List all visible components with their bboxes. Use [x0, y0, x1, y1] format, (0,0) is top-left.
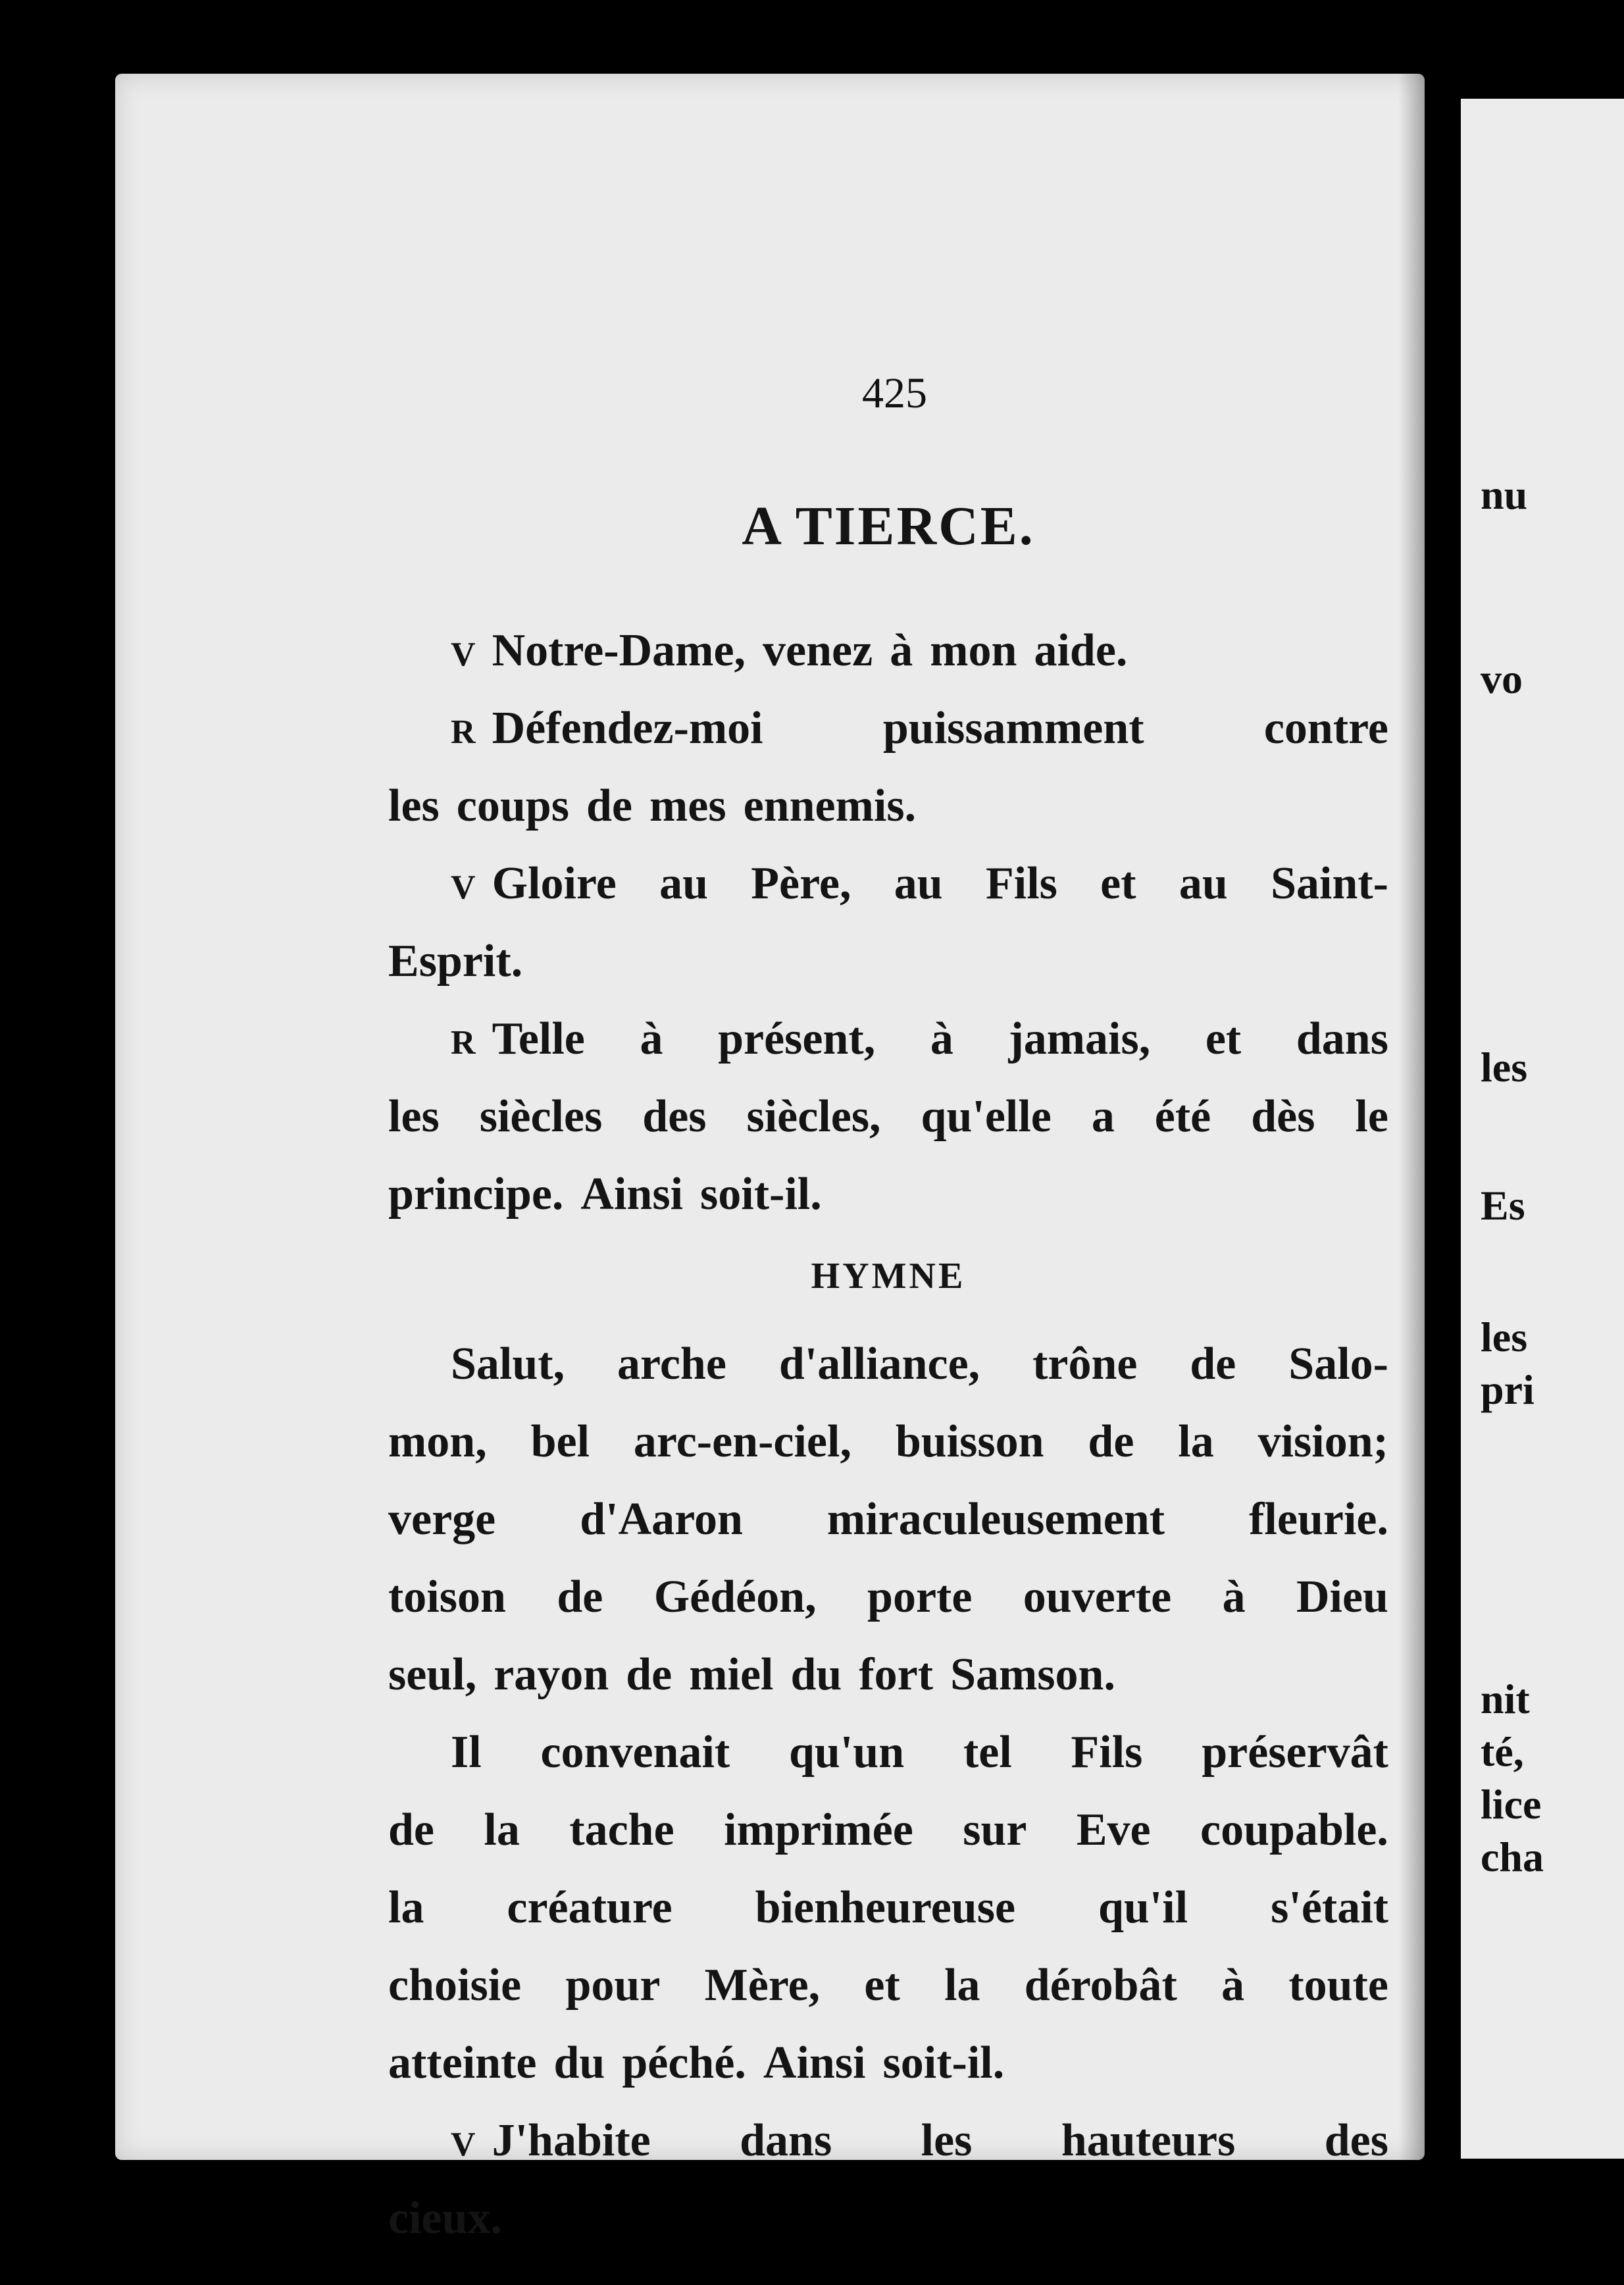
word: fleurie. [1249, 1494, 1388, 1545]
word: hauteurs [1061, 2115, 1236, 2166]
word: dans [740, 2115, 832, 2166]
word: Gloire [492, 858, 617, 909]
word: Salut, [451, 1339, 565, 1389]
word: ouverte [1023, 1572, 1172, 1622]
word: bel [530, 1416, 590, 1467]
text-line [388, 612, 1388, 690]
word: de [1088, 1416, 1134, 1467]
word: s'était [1271, 1882, 1388, 1933]
word: convenait [540, 1727, 730, 1778]
word: porte [867, 1572, 973, 1622]
word: et [1100, 858, 1136, 909]
facing-page-fragment: pri [1481, 1366, 1535, 1413]
word: Ainsi [763, 2038, 866, 2088]
word: Eve [1076, 1805, 1151, 1855]
word: présent, [718, 1014, 876, 1064]
word: toute [1288, 1960, 1388, 2011]
word: J'habite [492, 2115, 651, 2166]
facing-page-fragment: té, [1481, 1728, 1524, 1775]
text-line [388, 1636, 1388, 1714]
word: toison [388, 1572, 506, 1622]
word: sur [963, 1805, 1027, 1855]
word: Dieu [1296, 1572, 1388, 1622]
word: rayon [494, 1649, 609, 1700]
text-line [388, 1403, 1388, 1481]
word: Mère, [704, 1960, 821, 2011]
word: fort [859, 1649, 934, 1700]
response-mark: R [451, 713, 476, 751]
word-group [451, 1000, 585, 1078]
word: d'Aaron [580, 1494, 743, 1545]
word: Notre-Dame, [492, 625, 746, 676]
response-mark: R [451, 1024, 476, 1062]
text-line [388, 690, 1388, 767]
versicle-mark: V [451, 2126, 476, 2163]
word: bienheureuse [755, 1882, 1016, 1933]
word: vision; [1257, 1416, 1388, 1467]
text-line [388, 2102, 1388, 2180]
word: tel [963, 1727, 1012, 1778]
text-line [388, 845, 1388, 923]
book-gutter [1425, 105, 1461, 2159]
text-line [388, 1869, 1388, 1947]
word: à [640, 1014, 663, 1064]
section-heading: A TIERCE. [742, 496, 1035, 557]
text-line [388, 1947, 1388, 2024]
word-group [451, 845, 617, 923]
word: le [1355, 1091, 1388, 1142]
word: été [1154, 1091, 1211, 1142]
word: les [388, 781, 440, 831]
word: à [1221, 1960, 1245, 2011]
word: la [388, 1882, 424, 1933]
facing-page-fragment: les [1481, 1044, 1528, 1091]
word: Il [451, 1727, 482, 1778]
word: soit-il. [882, 2038, 1005, 2088]
word: mon, [388, 1416, 487, 1467]
word: de [557, 1572, 603, 1622]
facing-page [1461, 99, 1624, 2159]
word: trône [1032, 1339, 1138, 1389]
versicle-mark: V [451, 869, 476, 906]
word-group [451, 2102, 651, 2180]
word: seul, [388, 1649, 477, 1700]
word: et [1205, 1014, 1242, 1064]
opening-versicles [388, 612, 1388, 1233]
word: ennemis. [743, 781, 917, 831]
word: siècles, [746, 1091, 881, 1142]
word: au [1179, 858, 1228, 909]
word: et [864, 1960, 900, 2011]
word: au [659, 858, 708, 909]
word: qu'il [1098, 1882, 1188, 1933]
word: créature [507, 1882, 672, 1933]
text-line [388, 1078, 1388, 1156]
word: coupable. [1200, 1805, 1388, 1855]
word: tache [569, 1805, 674, 1855]
word: verge [388, 1494, 496, 1545]
text-line [388, 2180, 1388, 2257]
word: miel [689, 1649, 774, 1700]
word: Telle [492, 1014, 585, 1064]
word-group [451, 612, 746, 690]
word: siècles [479, 1091, 603, 1142]
versicle-mark: V [451, 636, 476, 673]
word: venez [763, 625, 873, 676]
hymn-heading: HYMNE [811, 1256, 966, 1297]
word: à [1222, 1572, 1246, 1622]
page-number: 425 [862, 369, 927, 417]
word: soit-il. [700, 1169, 822, 1220]
text-line [388, 1000, 1388, 1078]
word: la [944, 1960, 980, 2011]
word: la [1178, 1416, 1214, 1467]
word: choisie [388, 1960, 522, 2011]
word: péché. [622, 2038, 746, 2088]
text-line [388, 1156, 1388, 1233]
word: dans [1296, 1014, 1388, 1064]
facing-page-fragment: cha [1481, 1834, 1544, 1880]
text-line [388, 767, 1388, 845]
word: aide. [1034, 625, 1128, 676]
word: à [890, 625, 913, 676]
word: Gédéon, [653, 1572, 817, 1622]
word: coups [456, 781, 569, 831]
facing-page-fragment: nu [1481, 471, 1528, 518]
word: imprimée [724, 1805, 913, 1855]
word: de [586, 781, 632, 831]
word: mon [930, 625, 1017, 676]
word: à [930, 1014, 953, 1064]
word: de [388, 1805, 434, 1855]
hymn-text [388, 1325, 1388, 2257]
word-group [451, 690, 763, 767]
spine-shadow [1398, 74, 1425, 2160]
word: a [1091, 1091, 1115, 1142]
word: du [790, 1649, 842, 1700]
word: Père, [751, 858, 851, 909]
word: mes [649, 781, 726, 831]
word: pour [565, 1960, 661, 2011]
word: qu'elle [921, 1091, 1052, 1142]
word: de [1190, 1339, 1236, 1389]
facing-page-fragment: vo [1481, 655, 1523, 702]
facing-page-fragment: Es [1481, 1182, 1525, 1229]
text-line [388, 923, 1388, 1000]
word: Ainsi [580, 1169, 684, 1220]
text-line [388, 1791, 1388, 1869]
word: miraculeusement [826, 1494, 1165, 1545]
word: dès [1251, 1091, 1315, 1142]
word: la [484, 1805, 520, 1855]
page-text [388, 487, 1388, 2257]
text-line [388, 1714, 1388, 1791]
word: préservât [1202, 1727, 1388, 1778]
word: Samson. [950, 1649, 1115, 1700]
word: Saint- [1271, 858, 1388, 909]
word: contre [1263, 703, 1388, 754]
text-line [388, 2024, 1388, 2102]
text-line [388, 1325, 1388, 1403]
word: les [388, 1091, 440, 1142]
word: des [1324, 2115, 1388, 2166]
word: Fils [1071, 1727, 1143, 1778]
word: Salo- [1288, 1339, 1388, 1389]
facing-page-fragment: les [1481, 1314, 1528, 1360]
word: les [921, 2115, 973, 2166]
word: buisson [895, 1416, 1044, 1467]
word: cieux. [388, 2193, 503, 2244]
facing-page-fragment: lice [1481, 1781, 1542, 1828]
word: au [894, 858, 943, 909]
word: Défendez-moi [492, 703, 763, 754]
word: dérobât [1024, 1960, 1177, 2011]
word: du [553, 2038, 605, 2088]
word: atteinte [388, 2038, 537, 2088]
word: arc-en-ciel, [633, 1416, 851, 1467]
word: principe. [388, 1169, 564, 1220]
word: jamais, [1008, 1014, 1151, 1064]
word: Esprit. [388, 936, 523, 987]
word: Fils [985, 858, 1057, 909]
word: d'alliance, [778, 1339, 980, 1389]
facing-page-fragment: nit [1481, 1676, 1530, 1722]
word: qu'un [789, 1727, 905, 1778]
text-line [388, 1481, 1388, 1558]
word: arche [617, 1339, 726, 1389]
text-line [388, 1558, 1388, 1636]
word: puissamment [882, 703, 1144, 754]
word: des [642, 1091, 707, 1142]
word: de [626, 1649, 672, 1700]
